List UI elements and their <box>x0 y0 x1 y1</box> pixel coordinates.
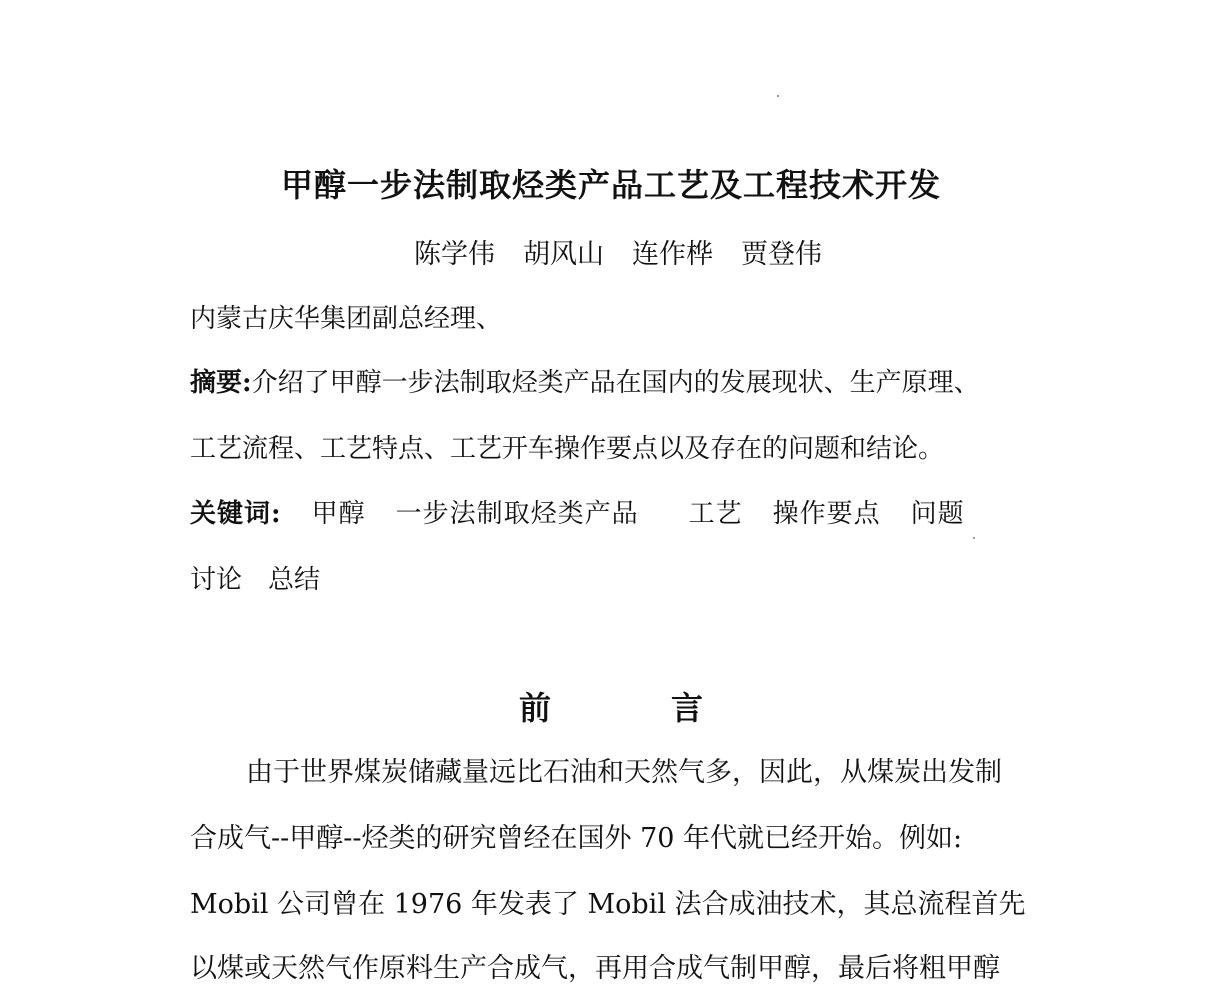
author-name: 连作桦 <box>632 239 713 270</box>
keyword: 工艺 <box>688 499 743 529</box>
keyword: 讨论 <box>190 565 243 595</box>
author-name: 贾登伟 <box>741 239 822 270</box>
keywords-line-2 <box>190 559 320 596</box>
keyword: 操作要点 <box>772 499 881 529</box>
body-paragraph-line: 合成气--甲醇--烃类的研究曾经在国外 70 年代就已经开始。例如: <box>190 823 963 854</box>
keyword: 甲醇 <box>311 499 366 529</box>
body-paragraph-line: Mobil 公司曾在 1976 年发表了 Mobil 法合成油技术，其总流程首先 <box>190 889 1026 920</box>
abstract-label: 摘要: <box>190 368 252 398</box>
scan-speck <box>777 95 779 97</box>
keyword: 总结 <box>268 565 321 595</box>
keyword: 问题 <box>910 499 965 529</box>
abstract-text: 介绍了甲醇一步法制取烃类产品在国内的发展现状、生产原理、 <box>251 368 980 398</box>
section-heading-preface <box>0 683 1222 729</box>
affiliation: 内蒙古庆华集团副总经理、 <box>190 304 503 334</box>
body-paragraph-line: 以煤或天然气作原料生产合成气，再用合成气制甲醇，最后将粗甲醇 <box>190 953 1000 984</box>
body-paragraph-line: 由于世界煤炭储藏量远比石油和天然气多，因此，从煤炭出发制 <box>246 757 1002 788</box>
keyword: 一步法制取烃类产品 <box>395 499 639 529</box>
author-name: 胡风山 <box>523 239 604 270</box>
author-name: 陈学伟 <box>414 239 495 270</box>
author-list <box>414 232 822 271</box>
scan-speck <box>973 537 975 539</box>
keywords-label: 关键词: <box>190 499 282 529</box>
heading-char: 言 <box>671 689 704 727</box>
heading-char: 前 <box>518 689 551 727</box>
paper-title: 甲醇一步法制取烃类产品工艺及工程技术开发 <box>280 166 941 204</box>
abstract-line-1 <box>190 362 980 399</box>
keywords-line-1 <box>190 493 965 530</box>
abstract-line-2: 工艺流程、工艺特点、工艺开车操作要点以及存在的问题和结论。 <box>190 434 945 464</box>
